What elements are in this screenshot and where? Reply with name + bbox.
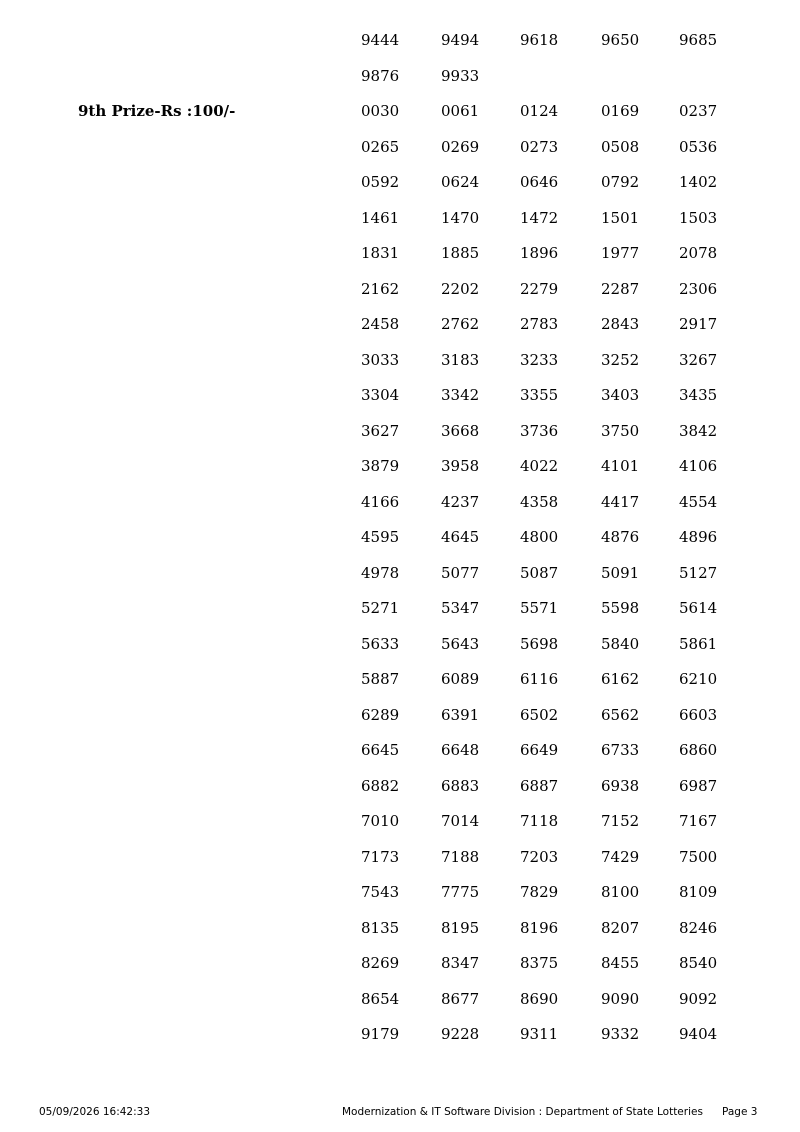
ticket-number: 8677 — [441, 990, 480, 1008]
ticket-number: 5614 — [679, 599, 718, 617]
number-row — [0, 208, 800, 232]
ticket-number: 3233 — [520, 351, 559, 369]
ticket-number: 1896 — [520, 244, 559, 262]
ticket-number: 4800 — [520, 528, 559, 546]
ticket-number: 6987 — [679, 777, 718, 795]
footer-division: Modernization & IT Software Division : Department of State Lotteries — [342, 1106, 703, 1118]
ticket-number: 0124 — [520, 102, 559, 120]
ticket-number: 2458 — [361, 315, 400, 333]
ticket-number: 8654 — [361, 990, 400, 1008]
number-row — [0, 989, 800, 1013]
number-row — [0, 918, 800, 942]
ticket-number: 0624 — [441, 173, 480, 191]
ticket-number: 2762 — [441, 315, 480, 333]
ticket-number: 2287 — [601, 280, 640, 298]
ticket-number: 3736 — [520, 422, 559, 440]
ticket-number: 0273 — [520, 138, 559, 156]
number-row — [0, 456, 800, 480]
ticket-number: 6162 — [601, 670, 640, 688]
number-row — [0, 598, 800, 622]
ticket-number: 1501 — [601, 209, 640, 227]
ticket-number: 4595 — [361, 528, 400, 546]
ticket-number: 8196 — [520, 919, 559, 937]
number-row — [0, 492, 800, 516]
ticket-number: 1977 — [601, 244, 640, 262]
ticket-number: 3304 — [361, 386, 400, 404]
ticket-number: 1461 — [361, 209, 400, 227]
number-row — [0, 634, 800, 658]
ticket-number: 6938 — [601, 777, 640, 795]
ticket-number: 6391 — [441, 706, 480, 724]
number-row — [0, 385, 800, 409]
ticket-number: 6603 — [679, 706, 718, 724]
number-row — [0, 137, 800, 161]
ticket-number: 5861 — [679, 635, 718, 653]
number-row — [0, 314, 800, 338]
ticket-number: 5633 — [361, 635, 400, 653]
ticket-number: 5087 — [520, 564, 559, 582]
ticket-number: 0792 — [601, 173, 640, 191]
ticket-number: 7429 — [601, 848, 640, 866]
ticket-number: 2279 — [520, 280, 559, 298]
ticket-number: 7829 — [520, 883, 559, 901]
ticket-number: 2917 — [679, 315, 718, 333]
ticket-number: 5271 — [361, 599, 400, 617]
ticket-number: 6860 — [679, 741, 718, 759]
ticket-number: 6289 — [361, 706, 400, 724]
number-row — [0, 421, 800, 445]
ticket-number: 9332 — [601, 1025, 640, 1043]
number-row — [0, 563, 800, 587]
ticket-number: 3033 — [361, 351, 400, 369]
ticket-number: 3627 — [361, 422, 400, 440]
number-row — [0, 776, 800, 800]
ticket-number: 4358 — [520, 493, 559, 511]
ticket-number: 5643 — [441, 635, 480, 653]
ticket-number: 4101 — [601, 457, 640, 475]
number-row — [0, 669, 800, 693]
ticket-number: 8135 — [361, 919, 400, 937]
ticket-number: 8269 — [361, 954, 400, 972]
number-row — [0, 1024, 800, 1048]
ticket-number: 3842 — [679, 422, 718, 440]
ticket-number: 1503 — [679, 209, 718, 227]
ticket-number: 8375 — [520, 954, 559, 972]
ticket-number: 0508 — [601, 138, 640, 156]
ticket-number: 1402 — [679, 173, 718, 191]
number-row — [0, 279, 800, 303]
ticket-number: 8207 — [601, 919, 640, 937]
number-row — [0, 243, 800, 267]
ticket-number: 9404 — [679, 1025, 718, 1043]
ticket-number: 7775 — [441, 883, 480, 901]
ticket-number: 8195 — [441, 919, 480, 937]
ticket-number: 5077 — [441, 564, 480, 582]
ticket-number: 5698 — [520, 635, 559, 653]
ticket-number: 6116 — [520, 670, 559, 688]
number-row — [0, 882, 800, 906]
ticket-number: 9179 — [361, 1025, 400, 1043]
ticket-number: 7203 — [520, 848, 559, 866]
ticket-number: 7543 — [361, 883, 400, 901]
ticket-number: 6089 — [441, 670, 480, 688]
ticket-number: 0237 — [679, 102, 718, 120]
ticket-number: 4022 — [520, 457, 559, 475]
ticket-number: 9933 — [441, 67, 480, 85]
ticket-number: 8109 — [679, 883, 718, 901]
ticket-number: 0592 — [361, 173, 400, 191]
ticket-number: 9876 — [361, 67, 400, 85]
ticket-number: 6502 — [520, 706, 559, 724]
number-row — [0, 66, 800, 90]
ticket-number: 5598 — [601, 599, 640, 617]
number-row — [0, 527, 800, 551]
ticket-number: 7014 — [441, 812, 480, 830]
prize-heading: 9th Prize-Rs :100/- — [78, 102, 236, 120]
ticket-number: 5571 — [520, 599, 559, 617]
ticket-number: 5840 — [601, 635, 640, 653]
ticket-number: 6648 — [441, 741, 480, 759]
ticket-number: 4106 — [679, 457, 718, 475]
ticket-number: 1885 — [441, 244, 480, 262]
ticket-number: 8246 — [679, 919, 718, 937]
ticket-number: 9444 — [361, 31, 400, 49]
ticket-number: 4166 — [361, 493, 400, 511]
ticket-number: 8347 — [441, 954, 480, 972]
ticket-number: 5127 — [679, 564, 718, 582]
ticket-number: 2202 — [441, 280, 480, 298]
ticket-number: 5091 — [601, 564, 640, 582]
ticket-number: 9618 — [520, 31, 559, 49]
ticket-number: 9311 — [520, 1025, 559, 1043]
ticket-number: 9092 — [679, 990, 718, 1008]
ticket-number: 6645 — [361, 741, 400, 759]
ticket-number: 3435 — [679, 386, 718, 404]
ticket-number: 9650 — [601, 31, 640, 49]
footer-page-number: Page 3 — [722, 1106, 758, 1118]
ticket-number: 6883 — [441, 777, 480, 795]
number-row — [0, 30, 800, 54]
ticket-number: 7188 — [441, 848, 480, 866]
ticket-number: 4237 — [441, 493, 480, 511]
ticket-number: 8540 — [679, 954, 718, 972]
ticket-number: 0265 — [361, 138, 400, 156]
ticket-number: 4876 — [601, 528, 640, 546]
ticket-number: 2162 — [361, 280, 400, 298]
ticket-number: 7152 — [601, 812, 640, 830]
ticket-number: 6882 — [361, 777, 400, 795]
ticket-number: 7500 — [679, 848, 718, 866]
ticket-number: 0030 — [361, 102, 400, 120]
ticket-number: 9685 — [679, 31, 718, 49]
ticket-number: 5887 — [361, 670, 400, 688]
number-row — [0, 350, 800, 374]
ticket-number: 3879 — [361, 457, 400, 475]
number-row — [0, 811, 800, 835]
ticket-number: 0269 — [441, 138, 480, 156]
ticket-number: 3267 — [679, 351, 718, 369]
ticket-number: 3183 — [441, 351, 480, 369]
number-row — [0, 740, 800, 764]
ticket-number: 7118 — [520, 812, 559, 830]
ticket-number: 1472 — [520, 209, 559, 227]
ticket-number: 0061 — [441, 102, 480, 120]
ticket-number: 3403 — [601, 386, 640, 404]
ticket-number: 8455 — [601, 954, 640, 972]
ticket-number: 3668 — [441, 422, 480, 440]
ticket-number: 1470 — [441, 209, 480, 227]
ticket-number: 9494 — [441, 31, 480, 49]
ticket-number: 8100 — [601, 883, 640, 901]
ticket-number: 6649 — [520, 741, 559, 759]
ticket-number: 4417 — [601, 493, 640, 511]
number-row — [0, 705, 800, 729]
ticket-number: 4645 — [441, 528, 480, 546]
number-row — [0, 847, 800, 871]
ticket-number: 2306 — [679, 280, 718, 298]
ticket-number: 7173 — [361, 848, 400, 866]
ticket-number: 3958 — [441, 457, 480, 475]
ticket-number: 6887 — [520, 777, 559, 795]
ticket-number: 4554 — [679, 493, 718, 511]
ticket-number: 8690 — [520, 990, 559, 1008]
ticket-number: 6210 — [679, 670, 718, 688]
ticket-number: 4896 — [679, 528, 718, 546]
ticket-number: 0646 — [520, 173, 559, 191]
number-row — [0, 172, 800, 196]
ticket-number: 6562 — [601, 706, 640, 724]
number-row — [0, 101, 800, 125]
ticket-number: 0169 — [601, 102, 640, 120]
ticket-number: 5347 — [441, 599, 480, 617]
ticket-number: 3342 — [441, 386, 480, 404]
ticket-number: 7010 — [361, 812, 400, 830]
ticket-number: 0536 — [679, 138, 718, 156]
ticket-number: 3355 — [520, 386, 559, 404]
ticket-number: 3750 — [601, 422, 640, 440]
ticket-number: 1831 — [361, 244, 400, 262]
number-row — [0, 953, 800, 977]
ticket-number: 7167 — [679, 812, 718, 830]
footer-timestamp: 05/09/2026 16:42:33 — [39, 1106, 151, 1118]
ticket-number: 6733 — [601, 741, 640, 759]
ticket-number: 9228 — [441, 1025, 480, 1043]
ticket-number: 2078 — [679, 244, 718, 262]
ticket-number: 2843 — [601, 315, 640, 333]
ticket-number: 9090 — [601, 990, 640, 1008]
ticket-number: 3252 — [601, 351, 640, 369]
ticket-number: 4978 — [361, 564, 400, 582]
ticket-number: 2783 — [520, 315, 559, 333]
